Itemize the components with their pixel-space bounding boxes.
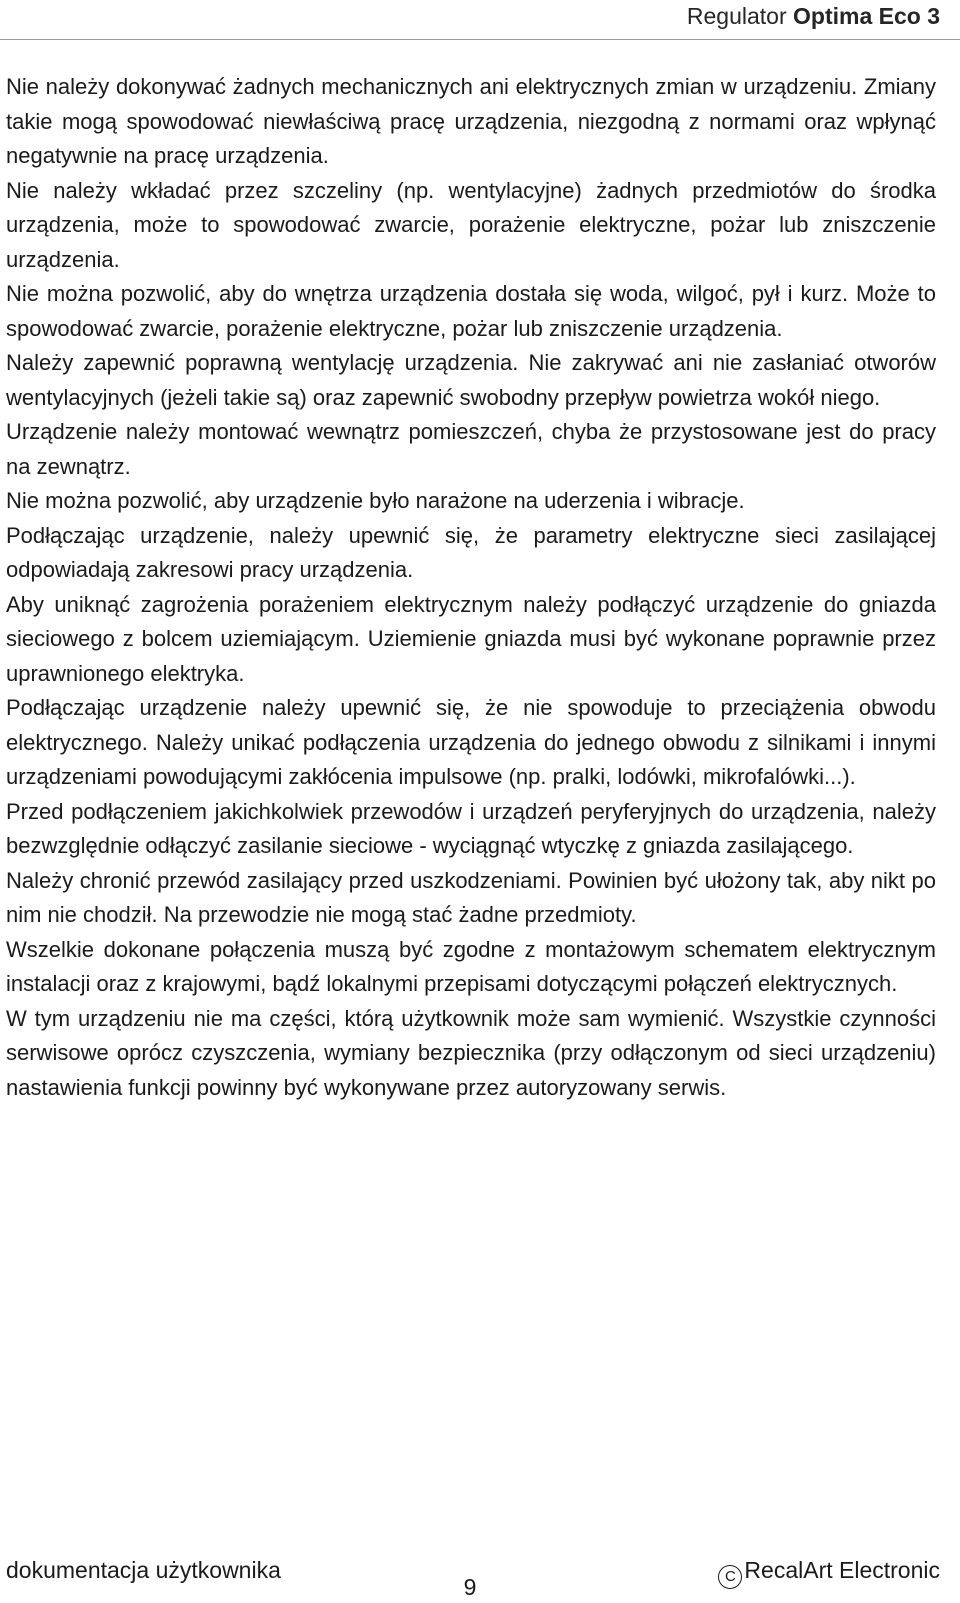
paragraph-no-water-dust: Nie można pozwolić, aby do wnętrza urządzenia dostała się woda, wilgoć, pył i kurz. Może to spowodować zwarcie, porażenie elektryczne, pożar lub zniszczenie urządzenia. — [6, 281, 936, 341]
page-header — [0, 0, 960, 40]
footer-company: RecalArt Electronic — [744, 1557, 940, 1583]
paragraph-protect-cable: Należy chronić przewód zasilający przed uszkodzeniami. Powinien być ułożony tak, aby nikt po nim nie chodził. Na przewodzie nie mogą stać żadne przedmioty. — [6, 867, 936, 927]
paragraph-ventilation: Należy zapewnić poprawną wentylację urządzenia. Nie zakrywać ani nie zasłaniać otworów wentylacyjnych (jeżeli takie są) oraz zapewnić swobodny przepływ powietrza wokół niego. — [6, 350, 936, 410]
copyright-icon: C — [718, 1565, 742, 1589]
footer-copyright — [718, 1555, 940, 1589]
paragraph-no-vibrations: Nie można pozwolić, aby urządzenie było narażone na uderzenia i wibracje. — [6, 488, 745, 513]
document-body — [6, 70, 936, 1105]
footer-doc-type: dokumentacja użytkownika — [6, 1557, 281, 1583]
paragraph-mains-parameters: Podłączając urządzenie, należy upewnić się, że parametry elektryczne sieci zasilającej odpowiadają zakresowi pracy urządzenia. — [6, 522, 936, 582]
paragraph-disconnect-power: Przed podłączeniem jakichkolwiek przewodów i urządzeń peryferyjnych do urządzenia, należy bezwzględnie odłączyć zasilanie sieciowe - wyciągnąć wtyczkę z gniazda zasilającego. — [6, 798, 936, 858]
paragraph-wiring-compliance: Wszelkie dokonane połączenia muszą być zgodne z montażowym schematem elektrycznym instalacji oraz z krajowymi, bądź lokalnymi przepisami dotyczącymi połączeń elektrycznych. — [6, 936, 936, 996]
header-title — [687, 1, 940, 31]
header-title-prefix: Regulator — [686, 3, 794, 29]
paragraph-authorized-service: W tym urządzeniu nie ma części, którą użytkownik może sam wymienić. Wszystkie czynności serwisowe oprócz czyszczenia, wymiany bezpiecznika (przy odłączonym od sieci urządzeniu) nastawienia funkcji powinny być wykonywane przez autoryzowany serwis. — [6, 1005, 936, 1100]
paragraph-no-objects-in-vents: Nie należy wkładać przez szczeliny (np. wentylacyjne) żadnych przedmiotów do środka urządzenia, może to spowodować zwarcie, porażenie elektryczne, pożar lub zniszczenie urządzenia. — [6, 177, 936, 272]
paragraph-indoor-mounting: Urządzenie należy montować wewnątrz pomieszczeń, chyba że przystosowane jest do pracy na zewnątrz. — [6, 419, 936, 479]
page-number: 9 — [463, 1574, 477, 1600]
header-title-model: Optima Eco 3 — [793, 3, 940, 29]
paragraph-circuit-overload: Podłączając urządzenie należy upewnić się, że nie spowoduje to przeciążenia obwodu elektrycznego. Należy unikać podłączenia urządzenia do jednego obwodu z silnikami i innymi urządzeniami powodującymi zakłócenia impulsowe (np. pralki, lodówki, mikrofalówki...). — [6, 695, 936, 789]
paragraph-no-modifications: Nie należy dokonywać żadnych mechanicznych ani elektrycznych zmian w urządzeniu. Zmiany takie mogą spowodować niewłaściwą pracę urządzenia, niezgodną z normami oraz wpłynąć negatywnie na pracę urządzenia. — [6, 74, 936, 168]
paragraph-grounding: Aby uniknąć zagrożenia porażeniem elektrycznym należy podłączyć urządzenie do gniazda sieciowego z bolcem uziemiającym. Uziemienie gniazda musi być wykonane poprawnie przez uprawnionego elektryka. — [6, 591, 936, 686]
